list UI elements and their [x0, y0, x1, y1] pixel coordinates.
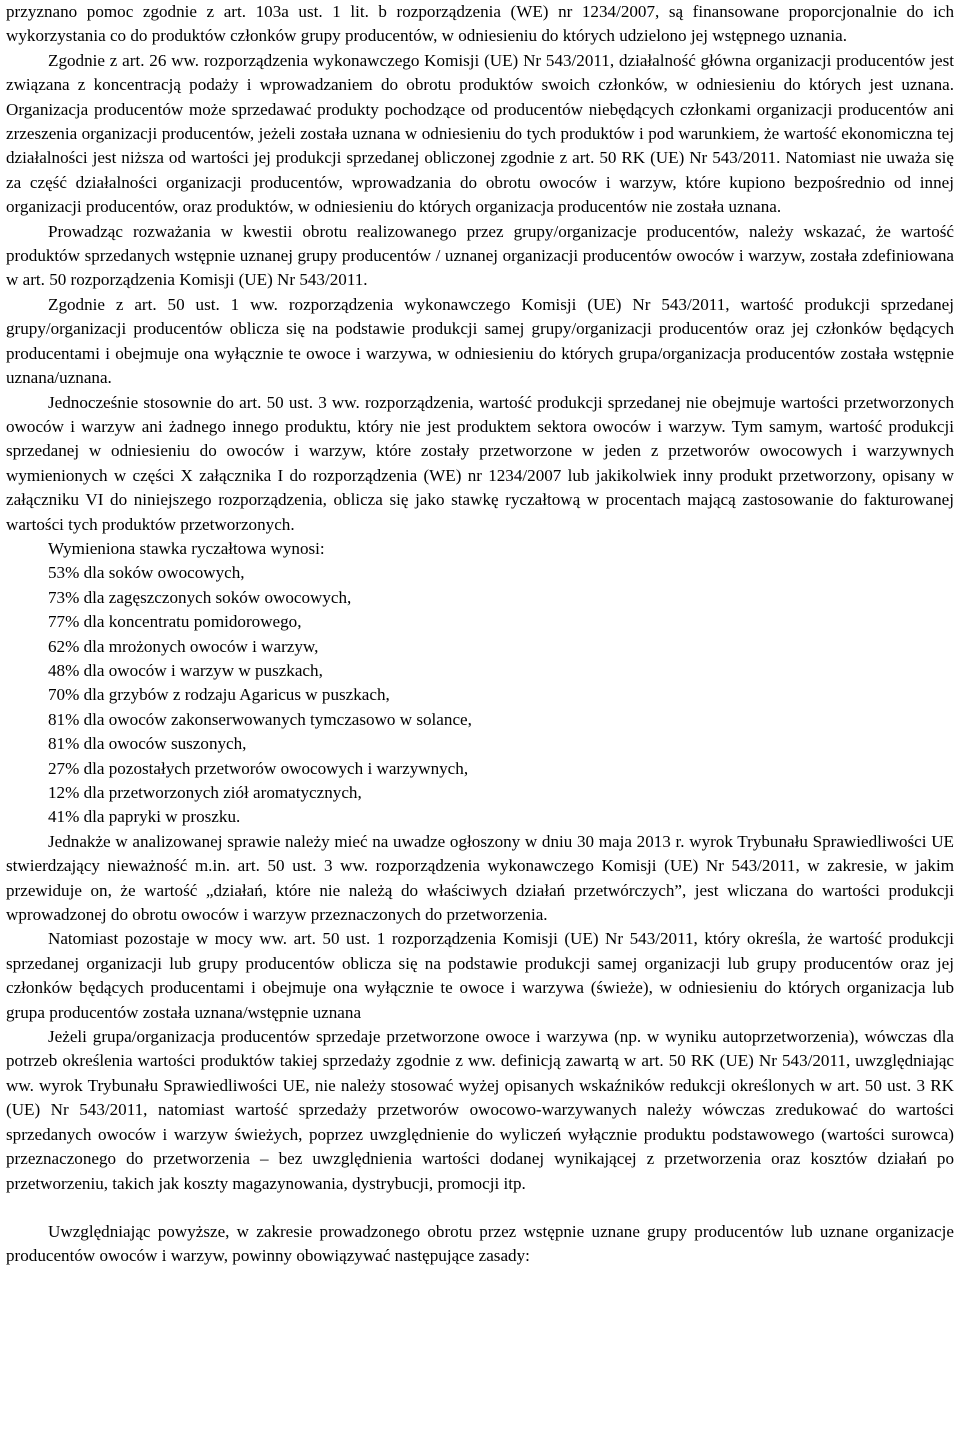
paragraph-intro-continuation: przyznano pomoc zgodnie z art. 103a ust. 1 lit. b rozporządzenia (WE) nr 1234/2007, są finansowane proporcjonalnie do ich wykorzystania co do produktów członków grupy producentów, w odniesieniu do których udzielono jej wstępnego uznania.: [6, 2, 954, 46]
list-item: 62% dla mrożonych owoców i warzyw,: [48, 636, 319, 656]
rate-list: [6, 561, 954, 829]
list-item: 53% dla soków owocowych,: [48, 563, 245, 583]
list-item: 27% dla pozostałych przetworów owocowych i warzywnych,: [48, 758, 469, 778]
paragraph-art-26: Zgodnie z art. 26 ww. rozporządzenia wykonawczego Komisji (UE) Nr 543/2011, działalność główna organizacji producentów jest związana z koncentracją podaży i wprowadzaniem do obrotu produktów swoich członków, w odniesieniu do których jest uznana. Organizacja producentów może sprzedawać produkty pochodzące od producentów niebędących członkami organizacji producentów ani zrzeszenia organizacji producentów, jeżeli została uznana w odniesieniu do tych produktów i pod warunkiem, że wartość ekonomiczna tej działalności jest niższa od wartości jej produkcji sprzedanej obliczonej zgodnie z art. 50 RK (UE) Nr 543/2011. Natomiast nie uważa się za część działalności organizacji producentów, wprowadzania do obrotu owoców i warzyw, które kupiono bezpośrednio od innej organizacji producentów, oraz produktów, w odniesieniu do których organizacja producentów nie została uznana.: [6, 50, 954, 217]
list-item: 70% dla grzybów z rodzaju Agaricus w puszkach,: [48, 685, 390, 705]
list-item: 12% dla przetworzonych ziół aromatycznych,: [48, 783, 362, 802]
paragraph-processed-sales: Jeżeli grupa/organizacja producentów sprzedaje przetworzone owoce i warzywa (np. w wyniku autoprzetworzenia), wówczas dla potrzeb określenia wartości produktów takiej sprzedaży zgodnie z ww. definicją zawartą w art. 50 RK (UE) Nr 543/2011, uwzględniając ww. wyrok Trybunału Sprawiedliwości UE, nie należy stosować wyżej opisanych wskaźników redukcji określonych w art. 50 ust. 3 RK (UE) Nr 543/2011, natomiast wartość sprzedaży przetworów owocowo-warzywanych należy wówczas zredukować do wartości sprzedanych owoców i warzyw świeżych, poprzez uwzględnienie do wyliczeń wyłącznie produktu podstawowego (wartości surowca) przeznaczonego do przetworzenia – bez uwzględnienia wartości dodanej wynikającej z przetworzenia oraz kosztów działań po przetworzeniu, takich jak koszty magazynowania, dystrybucji, promocji itp.: [6, 1027, 954, 1193]
list-item: 73% dla zagęszczonych soków owocowych,: [48, 587, 352, 607]
list-item: 81% dla owoców suszonych,: [48, 734, 247, 754]
paragraph-remains-in-force: Natomiast pozostaje w mocy ww. art. 50 ust. 1 rozporządzenia Komisji (UE) Nr 543/2011, który określa, że wartość produkcji sprzedanej organizacji lub grupy producentów oblicza się na podstawie produkcji samej organizacji lub grupy producentów oraz jej członków będących producentami i obejmuje ona wyłącznie te owoce i warzywa (świeże), w odniesieniu do których organizacja lub grupa producentów została uznana/wstępnie uznana: [6, 929, 954, 1022]
paragraph-court-judgment: Jednakże w analizowanej sprawie należy mieć na uwadze ogłoszony w dniu 30 maja 2013 r. wyrok Trybunału Sprawiedliwości UE stwierdzający nieważność m.in. art. 50 ust. 3 ww. rozporządzenia wykonawczego Komisji (UE) Nr 543/2011, w zakresie, w jakim przewiduje on, że wartość „działań, które nie należą do właściwych działań przetwórczych”, jest wliczana do wartości produkcji wprowadzonej do obrotu owoców i warzyw przeznaczonych do przetworzenia.: [6, 831, 954, 925]
paragraph-conclusion: Uwzględniając powyższe, w zakresie prowadzonego obrotu przez wstępnie uznane grupy producentów lub uznane organizacje producentów owoców i warzyw, powinny obowiązywać następujące zasady:: [6, 1221, 954, 1266]
list-item: 48% dla owoców i warzyw w puszkach,: [48, 660, 323, 680]
paragraph-rate-intro: Wymieniona stawka ryczałtowa wynosi:: [48, 538, 325, 558]
list-item: 77% dla koncentratu pomidorowego,: [48, 612, 302, 632]
paragraph-spacer: [6, 1196, 954, 1220]
paragraph-considerations: Prowadząc rozważania w kwestii obrotu realizowanego przez grupy/organizacje producentów, należy wskazać, że wartość produktów sprzedanych wstępnie uznanej grupy producentów / uznanej organizacji producentów owoców i warzyw, została zdefiniowana w art. 50 rozporządzenia Komisji (UE) Nr 543/2011.: [6, 221, 954, 290]
paragraph-art-50-ust-1: Zgodnie z art. 50 ust. 1 ww. rozporządzenia wykonawczego Komisji (UE) Nr 543/2011, wartość produkcji sprzedanej grupy/organizacji producentów oblicza się na podstawie produkcji samej grupy/organizacji producentów oraz jej członków będących producentami i obejmuje ona wyłącznie te owoce i warzywa, w odniesieniu do których grupa/organizacja producentów została wstępnie uznana/uznana.: [6, 294, 954, 388]
list-item: 41% dla papryki w proszku.: [48, 807, 241, 827]
paragraph-art-50-ust-3: Jednocześnie stosownie do art. 50 ust. 3 ww. rozporządzenia, wartość produkcji sprzedanej nie obejmuje wartości przetworzonych owoców i warzyw ani żadnego innego produktu, który nie jest produktem sektora owoców i warzyw. Tym samym, wartość produkcji sprzedanej w odniesieniu do owoców i warzyw, które zostały przetworzone w jeden z przetworów owocowych i warzywnych wymienionych w części X załącznika I do rozporządzenia (WE) nr 1234/2007 lub jakikolwiek inny produkt przetworzony, opisany w załączniku VI do niniejszego rozporządzenia, oblicza się jako stawkę ryczałtową w procentach mającą zastosowanie do fakturowanej wartości tych produktów przetworzonych.: [6, 392, 954, 534]
list-item: 81% dla owoców zakonserwowanych tymczasowo w solance,: [48, 709, 472, 729]
